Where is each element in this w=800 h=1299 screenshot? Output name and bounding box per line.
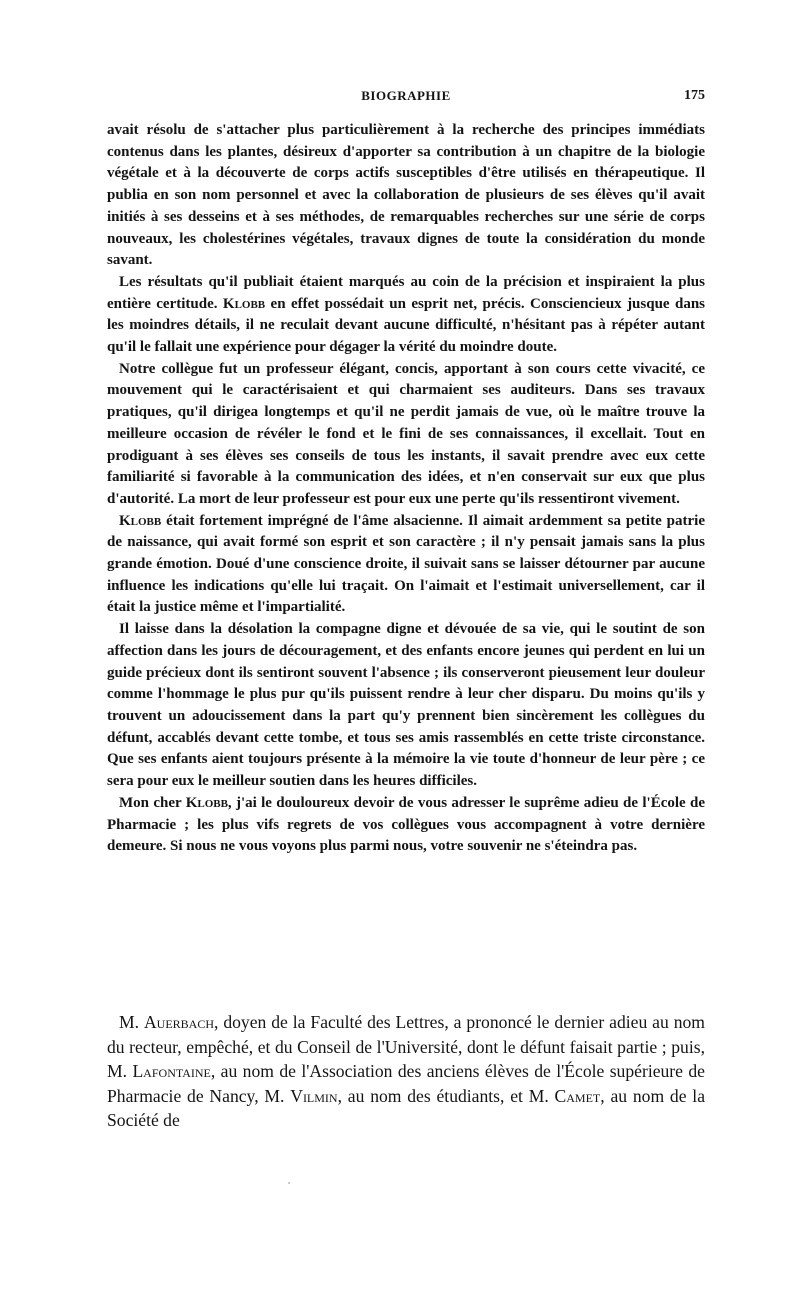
paragraph-7-text-2: , doyen de la Faculté des Lettres, a prononcé le dernier adieu au nom du recteur, empêché, et du Conseil de l'Université, dont le défunt faisait partie ; puis, M. [107,1012,705,1081]
paragraph-7-text-1: M. [119,1012,144,1032]
paragraph-1: avait résolu de s'attacher plus particulièrement à la recherche des principes immédiats contenus dans les plantes, désireux d'apporter sa contribution à un chapitre de la biologie végétale et à la découverte de corps actifs susceptibles d'être utilisés en thérapeutique. Il publia en son nom personnel et avec la collaboration de plusieurs de ses élèves qu'il avait initiés à ses desseins et à ses méthodes, de remarquables recherches sur une série de corps nouveaux, les cholestérines végétales, travaux dignes de toute la considération du monde savant. [107,122,705,269]
person-name-lafontaine: Lafontaine [132,1061,211,1081]
paragraph-7 [107,1010,705,1133]
paragraph-5: Il laisse dans la désolation la compagne digne et dévouée de sa vie, qui le soutint de son affection dans les jours de découragement, et des enfants encore jeunes qui perdent en lui un guide précieux dont ils sentiront souvent l'absence ; ils conserveront pieusement leur douleur comme l'hommage le plus pur qu'ils puissent rendre à leur cher disparu. Du moins qu'ils y trouvent un adoucissement dans la part qu'y prennent bien sincèrement les collègues du défunt, accablés devant cette tombe, et tous ses amis rassemblés en cette triste circonstance. Que ses enfants aient toujours présente à la mémoire la vie toute d'honneur de leur père ; ce sera pour eux le meilleur soutien dans les heures difficiles. [107,621,705,790]
person-name-vilmin: Vilmin [290,1085,338,1106]
person-name-klobb: Klobb [185,794,228,811]
person-name-klobb: Klobb [222,295,266,312]
running-title: BIOGRAPHIE [361,88,451,103]
person-name-auerbach: Auerbach [143,1012,215,1032]
paragraph-6-text-a: Mon cher [119,794,186,811]
paragraph-7-text-3: , au nom de l'Association des anciens élèves de l'École supérieure de Pharmacie de Nancy, M. [107,1061,705,1106]
paragraph-6 [107,793,705,858]
person-name-klobb: Klobb [119,512,162,529]
paragraph-6-text-b: , j'ai le douloureux devoir de vous adresser le suprême adieu de l'École de Pharmacie ; les plus vifs regrets de vos collègues vous accompagnent à votre dernière demeure. Si nous ne vous voyons plus parmi nous, votre souvenir ne s'éteindra pas. [107,794,705,855]
paragraph-3: Notre collègue fut un professeur élégant, concis, apportant à son cours cette vivacité, ce mouvement qui le caractérisaient et qui charmaient ses auditeurs. Dans ses travaux pratiques, qu'il dirigea longtemps et qu'il ne perdit jamais de vue, où le maître trouve la meilleure occasion de révéler le fond et le fini de ses connaissances, il excellait. Tout en prodiguant à ses élèves ses conseils de tous les instants, il savait prendre avec eux cette familiarité si favorable à la communication des idées, et n'en conservait sur eux que plus d'autorité. La mort de leur professeur est pour eux une perte qu'ils ressentiront vivement. [107,360,705,507]
paragraph-2-text-b: en effet possédait un esprit net, précis. Consciencieux jusque dans les moindres détails, il ne reculait devant aucune difficulté, n'hésitant pas à répéter autant qu'il le fallait une expérience pour dégager la vérité du moindre doute. [107,295,706,356]
paper-speck [288,1182,290,1184]
paragraph-2 [107,272,705,359]
paragraph-7-text-4: , au nom des étudiants, et M. [337,1085,555,1106]
paragraph-7-text-5: , au nom de la Société de [107,1085,706,1130]
paragraph-4-text: était fortement imprégné de l'âme alsacienne. Il aimait ardemment sa petite patrie de naissance, qui avait formé son esprit et son caractère ; il n'y pensait jamais sans la plus grande émotion. Doué d'une conscience droite, il suivait sans se laisser détourner par aucune influence les indications qu'elle lui traçait. On l'aimait et l'estimait universellement, car il était la justice même et l'impartialité. [107,512,705,616]
eulogy-text [107,120,705,858]
paragraph-4 [107,511,705,620]
person-name-camet: Camet [554,1085,601,1106]
page-number: 175 [684,88,705,103]
closing-text [107,1010,705,1133]
running-header [107,88,705,108]
paragraph-2-text-a: Les résultats qu'il publiait étaient marqués au coin de la précision et inspiraient la plus entière certitude. [107,273,705,312]
